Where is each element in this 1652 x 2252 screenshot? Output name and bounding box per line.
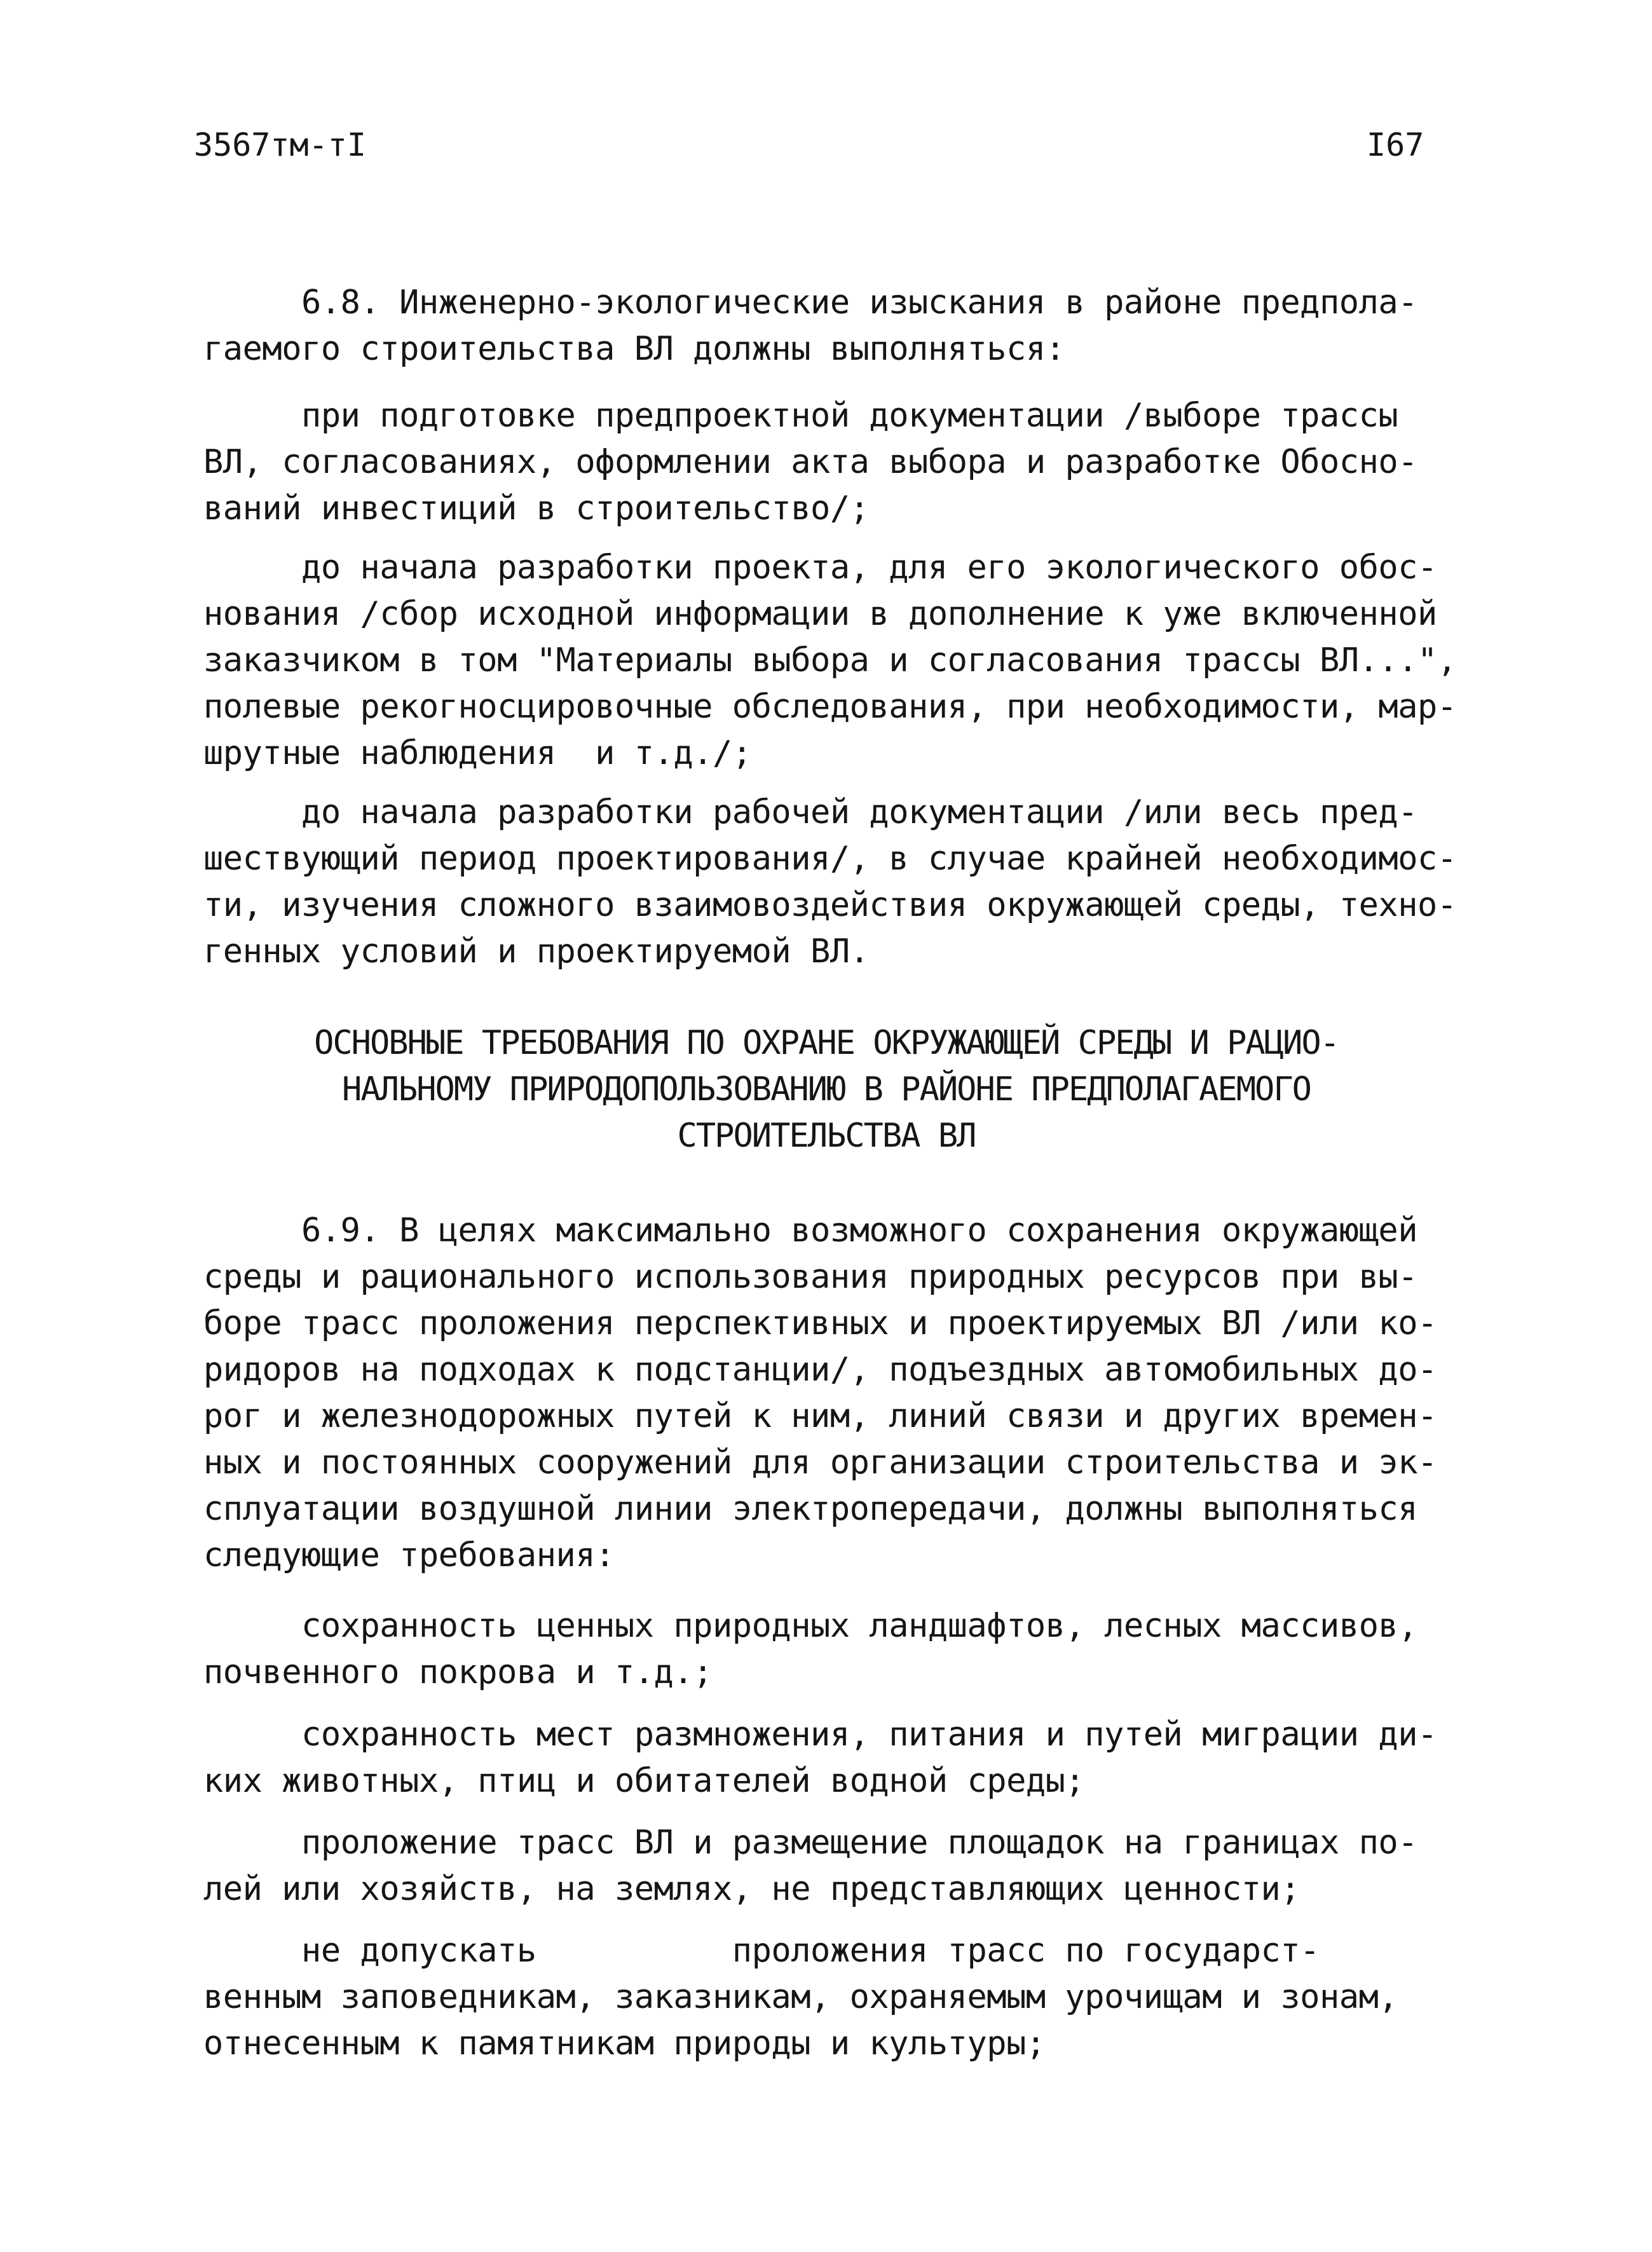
- heading-line: НАЛЬНОМУ ПРИРОДОПОЛЬЗОВАНИЮ В РАЙОНЕ ПРЕДПОЛАГАЕМОГО: [342, 1070, 1311, 1109]
- text-line: сплуатации воздушной линии электропередачи, должны выполняться: [203, 1490, 1418, 1528]
- text-line: лей или хозяйств, на землях, не представляющих ценности;: [203, 1870, 1300, 1908]
- text-line: генных условий и проектируемой ВЛ.: [203, 932, 870, 971]
- text-line: ких животных, птиц и обитателей водной среды;: [203, 1762, 1085, 1800]
- requirement-route-placement: [203, 1820, 1449, 1913]
- text-line: заказчиком в том "Материалы выбора и согласования трассы ВЛ...",: [203, 641, 1457, 679]
- list-item-working-docs: [203, 789, 1457, 975]
- text-line: венным заповедникам, заказникам, охраняемым урочищам и зонам,: [203, 1978, 1398, 2016]
- requirement-landscapes: [203, 1603, 1449, 1696]
- text-line: гаемого строительства ВЛ должны выполняться:: [203, 330, 1065, 368]
- text-line: ных и постоянных сооружений для организации строительства и эк-: [203, 1443, 1437, 1482]
- section-heading: [203, 1020, 1449, 1159]
- text-line: ВЛ, согласованиях, оформлении акта выбора и разработке Обосно-: [203, 443, 1418, 481]
- text-line: 6.9. В целях максимально возможного сохранения окружающей: [203, 1211, 1418, 1250]
- document-code: 3567тм-тI: [194, 126, 366, 163]
- text-line: почвенного покрова и т.д.;: [203, 1653, 713, 1691]
- text-line: шествующий период проектирования/, в случае крайней необходимос-: [203, 840, 1457, 878]
- text-line: не допускать проложения трасс по государст-: [203, 1932, 1320, 1970]
- list-item-preproject: [203, 393, 1449, 532]
- text-line: рог и железнодорожных путей к ним, линий связи и других времен-: [203, 1397, 1437, 1435]
- heading-line: ОСНОВНЫЕ ТРЕБОВАНИЯ ПО ОХРАНЕ ОКРУЖАЮЩЕЙ СРЕДЫ И РАЦИО-: [314, 1024, 1339, 1062]
- text-line: среды и рационального использования природных ресурсов при вы-: [203, 1258, 1418, 1296]
- text-line: до начала разработки рабочей документации /или весь пред-: [203, 793, 1418, 831]
- text-line: полевые рекогносцировочные обследования, при необходимости, мар-: [203, 688, 1457, 726]
- text-line: проложение трасс ВЛ и размещение площадок на границах по-: [203, 1824, 1418, 1862]
- text-line: ридоров на подходах к подстанции/, подъездных автомобильных до-: [203, 1351, 1437, 1389]
- requirement-protected-areas: [203, 1928, 1449, 2067]
- text-line: до начала разработки проекта, для его экологического обос-: [203, 549, 1437, 587]
- text-line: при подготовке предпроектной документации /выборе трассы: [203, 397, 1398, 435]
- text-line: сохранность ценных природных ландшафтов, лесных массивов,: [203, 1607, 1418, 1645]
- heading-line: СТРОИТЕЛЬСТВА ВЛ: [677, 1117, 976, 1155]
- text-line: боре трасс проложения перспективных и проектируемых ВЛ /или ко-: [203, 1304, 1437, 1342]
- text-line: ти, изучения сложного взаимовоздействия окружающей среды, техно-: [203, 886, 1457, 924]
- text-line: шрутные наблюдения и т.д./;: [203, 734, 752, 772]
- text-line: ваний инвестиций в строительство/;: [203, 489, 870, 528]
- text-line: следующие требования:: [203, 1536, 615, 1574]
- text-line: нования /сбор исходной информации в дополнение к уже включенной: [203, 595, 1437, 633]
- text-line: сохранность мест размножения, питания и путей миграции ди-: [203, 1716, 1437, 1754]
- paragraph-6-8: [203, 280, 1449, 372]
- text-line: отнесенным к памятникам природы и культуры;: [203, 2024, 1046, 2063]
- text-line: 6.8. Инженерно-экологические изыскания в районе предпола-: [203, 283, 1418, 322]
- paragraph-6-9: [203, 1208, 1449, 1579]
- list-item-project: [203, 545, 1457, 777]
- requirement-wildlife: [203, 1712, 1449, 1805]
- page-number: I67: [1367, 126, 1424, 163]
